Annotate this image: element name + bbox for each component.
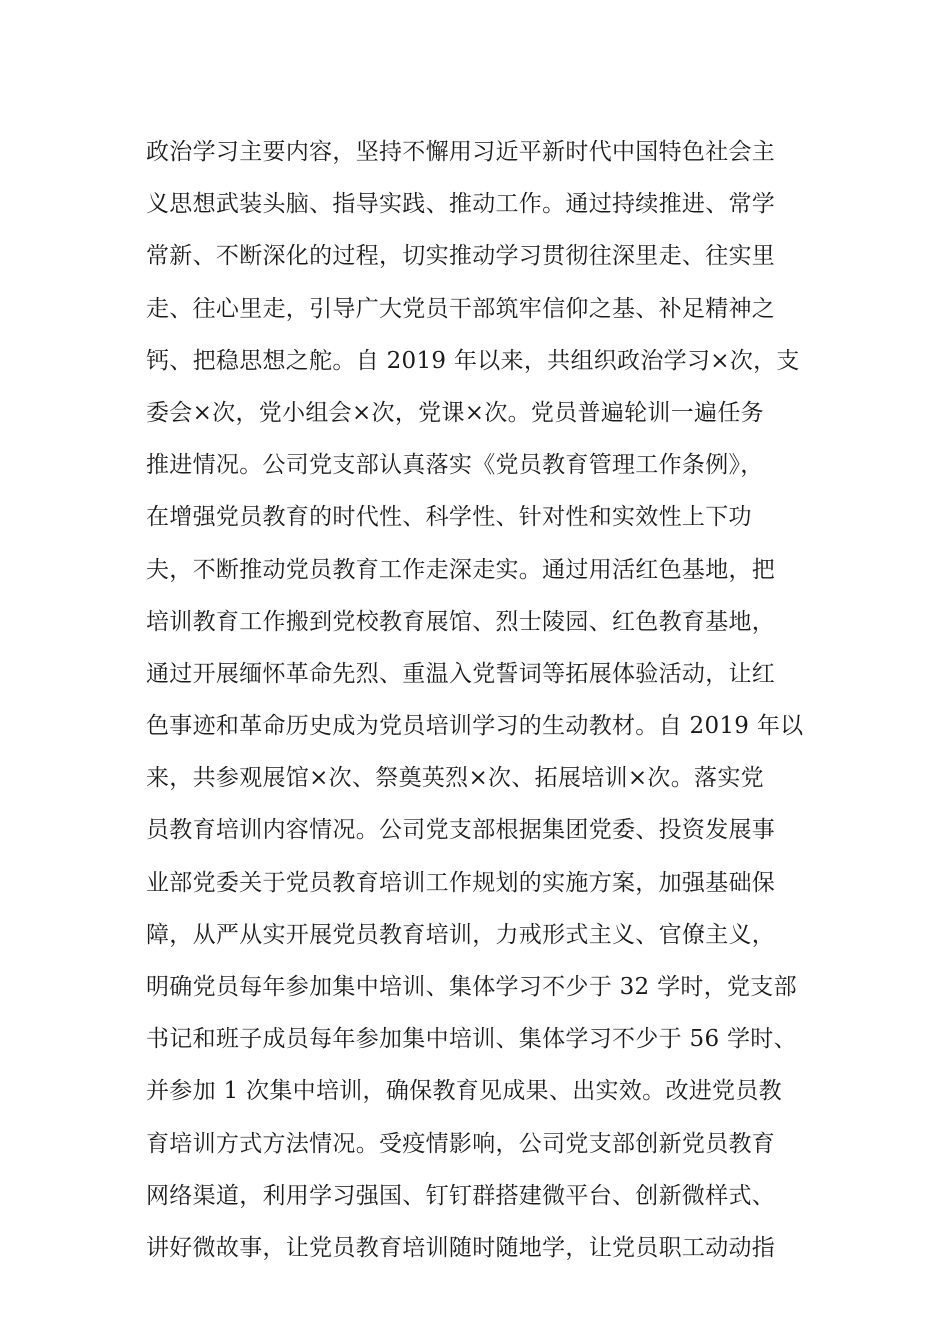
- text-line: 在增强党员教育的时代性、科学性、针对性和实效性上下功: [146, 504, 752, 531]
- text-line: 网络渠道，利用学习强国、钉钉群搭建微平台、创新微样式、: [146, 1182, 776, 1209]
- text-line: 业部党委关于党员教育培训工作规划的实施方案，加强基础保: [146, 869, 776, 896]
- text-line: 培训教育工作搬到党校教育展馆、烈士陵园、红色教育基地，: [146, 608, 776, 635]
- text-line: 常新、不断深化的过程，切实推动学习贯彻往深里走、往实里: [146, 243, 776, 270]
- text-line: 义思想武装头脑、指导实践、推动工作。通过持续推进、常学: [146, 191, 776, 218]
- text-line: 通过开展缅怀革命先烈、重温入党誓词等拓展体验活动，让红: [146, 660, 776, 687]
- text-line: 来，共参观展馆×次、祭奠英烈×次、拓展培训×次。落实党: [146, 765, 764, 792]
- text-line: 书记和班子成员每年参加集中培训、集体学习不少于 56 学时、: [146, 1026, 797, 1053]
- text-line: 并参加 1 次集中培训，确保教育见成果、出实效。改进党员教: [146, 1078, 782, 1105]
- text-line: 色事迹和革命历史成为党员培训学习的生动教材。自 2019 年以: [146, 713, 804, 740]
- text-line: 委会×次，党小组会×次，党课×次。党员普遍轮训一遍任务: [146, 399, 764, 426]
- text-line: 夫，不断推动党员教育工作走深走实。通过用活红色基地，把: [146, 556, 776, 583]
- text-line: 障，从严从实开展党员教育培训，力戒形式主义、官僚主义，: [146, 921, 776, 948]
- text-line: 育培训方式方法情况。受疫情影响，公司党支部创新党员教育: [146, 1130, 776, 1157]
- text-line: 推进情况。公司党支部认真落实《党员教育管理工作条例》，: [146, 452, 764, 479]
- text-line: 钙、把稳思想之舵。自 2019 年以来，共组织政治学习×次，支: [146, 347, 800, 374]
- text-line: 政治学习主要内容，坚持不懈用习近平新时代中国特色社会主: [146, 139, 776, 165]
- body-text: [146, 126, 826, 1274]
- text-line: 走、往心里走，引导广大党员干部筑牢信仰之基、补足精神之: [146, 295, 776, 322]
- text-line: 讲好微故事，让党员教育培训随时随地学，让党员职工动动指: [146, 1234, 776, 1261]
- text-line: 员教育培训内容情况。公司党支部根据集团党委、投资发展事: [146, 817, 776, 844]
- text-line: 明确党员每年参加集中培训、集体学习不少于 32 学时，党支部: [146, 974, 797, 1000]
